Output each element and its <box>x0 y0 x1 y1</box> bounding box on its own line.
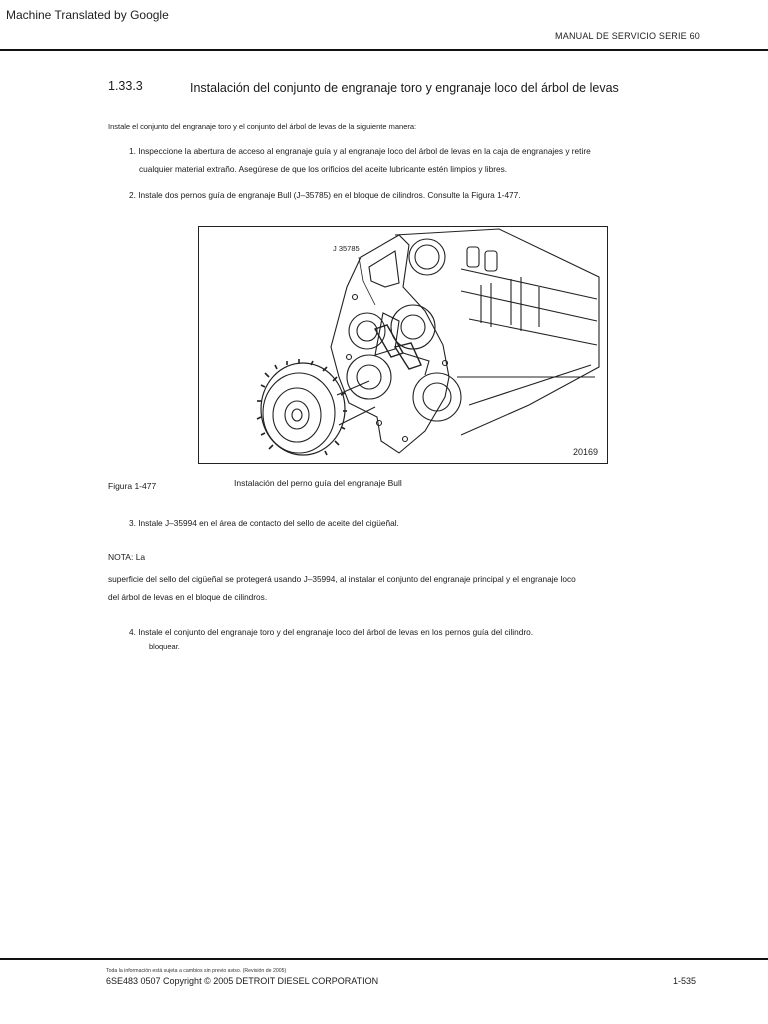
footer-copyright: 6SE483 0507 Copyright © 2005 DETROIT DIESEL CORPORATION <box>106 976 379 986</box>
engine-block-drawing <box>199 227 607 463</box>
figure-1-477-illustration <box>198 226 608 464</box>
note-line-1: superficie del sello del cigüeñal se protegerá usando J–35994, al instalar el conjunto del engranaje principal y el engranaje loco <box>108 574 576 584</box>
step-2: 2. Instale dos pernos guía de engranaje Bull (J–35785) en el bloque de cilindros. Consulte la Figura 1-477. <box>129 190 521 200</box>
tool-label: J 35785 <box>333 244 360 253</box>
step-4-subtext: bloquear. <box>149 642 180 651</box>
footer-rule <box>0 958 768 960</box>
figure-caption: Instalación del perno guía del engranaje Bull <box>234 478 402 488</box>
header-rule <box>0 49 768 51</box>
step-3: 3. Instale J–35994 en el área de contacto del sello de aceite del cigüeñal. <box>129 518 399 528</box>
figure-id-label: 20169 <box>573 447 599 457</box>
manual-title: MANUAL DE SERVICIO SERIE 60 <box>555 31 700 41</box>
page-number: 1-535 <box>672 976 696 986</box>
step-1-line-1: 1. Inspeccione la abertura de acceso al engranaje guía y al engranaje loco del árbol de levas en la caja de engranajes y retire <box>129 146 591 156</box>
footer-revision-note: Toda la información está sujeta a cambios sin previo aviso. (Revisión de 2005) <box>106 968 287 974</box>
figure-label: Figura 1-477 <box>108 481 157 491</box>
note-label: NOTA: La <box>108 552 146 562</box>
section-title: Instalación del conjunto de engranaje toro y engranaje loco del árbol de levas <box>190 81 619 95</box>
step-4: 4. Instale el conjunto del engranaje toro y del engranaje loco del árbol de levas en los pernos guía del cilindro. <box>129 627 534 637</box>
machine-translated-banner: Machine Translated by Google <box>6 8 169 22</box>
intro-text: Instale el conjunto del engranaje toro y el conjunto del árbol de levas de la siguiente manera: <box>108 122 417 131</box>
note-line-2: del árbol de levas en el bloque de cilindros. <box>108 592 268 602</box>
step-1-line-2: cualquier material extraño. Asegúrese de que los orificios del aceite lubricante estén limpios y libres. <box>139 164 508 174</box>
section-number: 1.33.3 <box>108 79 143 93</box>
